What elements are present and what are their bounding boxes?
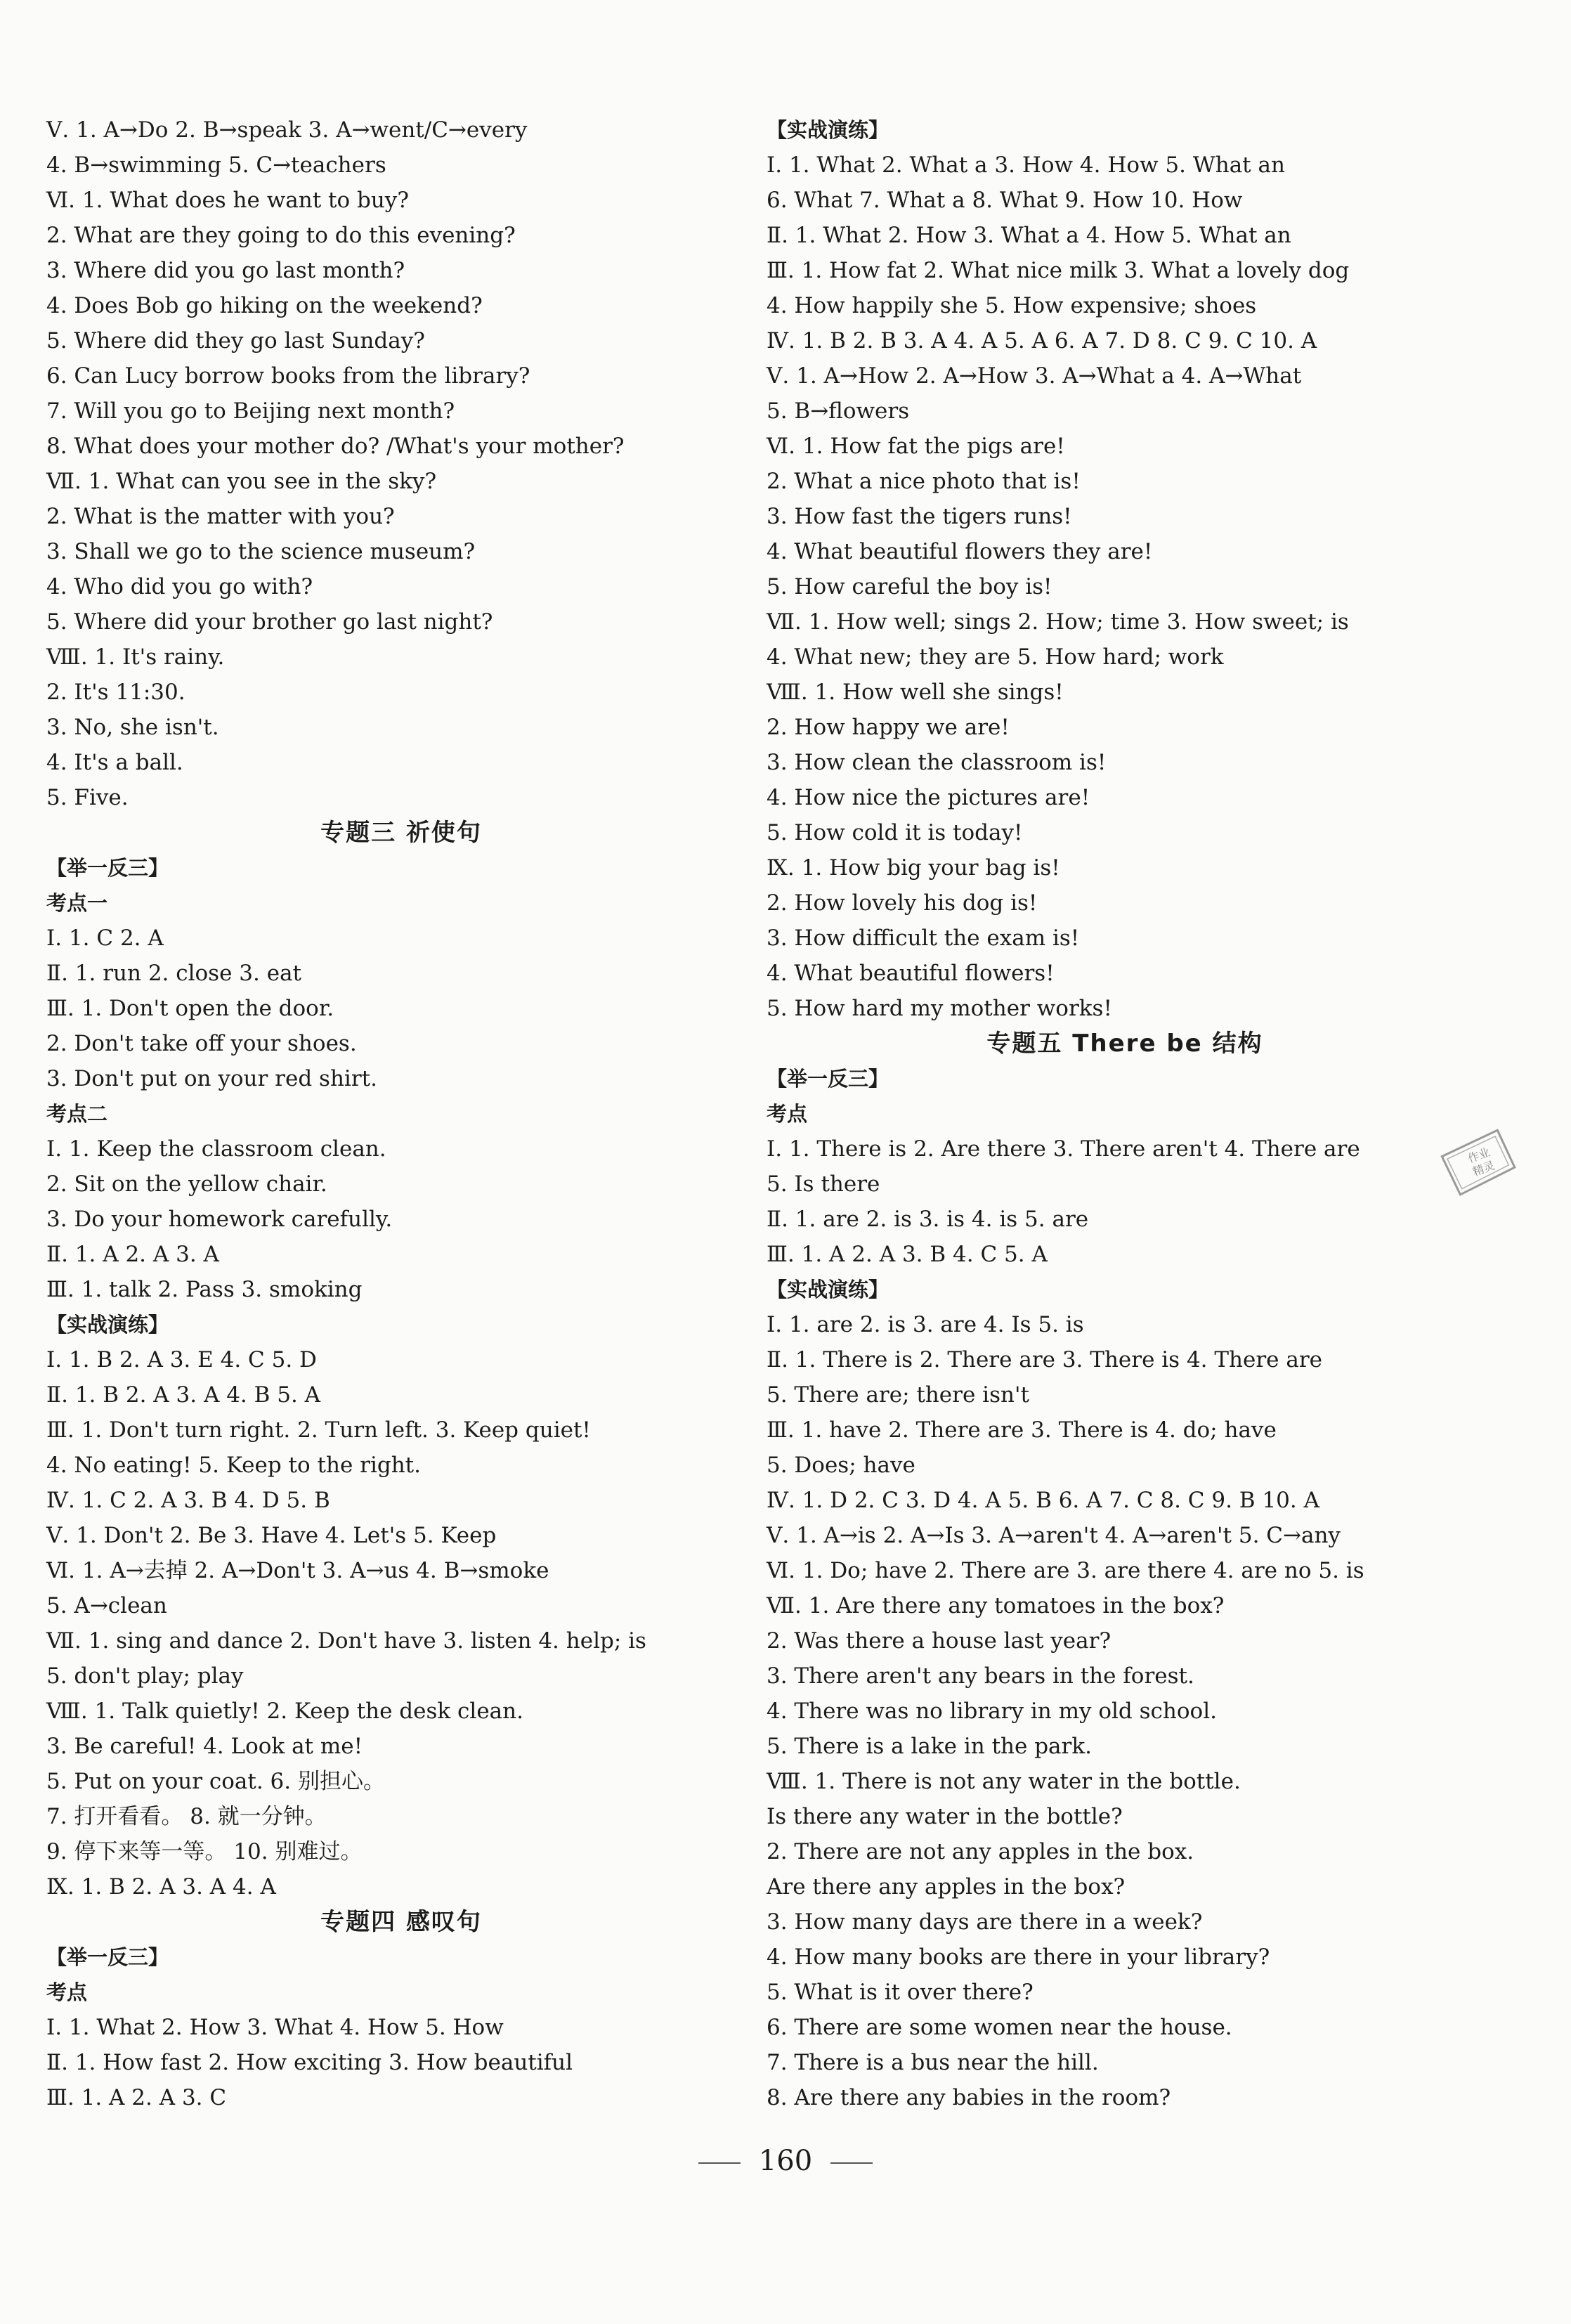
answer-line: Ⅷ. 1. Talk quietly! 2. Keep the desk clean. [46, 1699, 523, 1724]
answer-line: 3. Do your homework carefully. [46, 1207, 393, 1232]
answer-line: 4. It's a ball. [46, 750, 183, 775]
answer-line: 9. 停下来等一等。 10. 别难过。 [46, 1839, 363, 1864]
answer-line: Is there any water in the bottle? [767, 1804, 1123, 1829]
answer-line: Ⅰ. 1. are 2. is 3. are 4. Is 5. is [767, 1312, 1084, 1337]
answer-line: Ⅱ. 1. There is 2. There are 3. There is 4. There are [767, 1347, 1323, 1372]
answer-line: 5. A→clean [46, 1593, 167, 1618]
stamp-logo-icon [1433, 1123, 1525, 1200]
answer-line: Ⅲ. 1. A 2. A 3. C [46, 2085, 227, 2110]
answer-line: Ⅸ. 1. B 2. A 3. A 4. A [46, 1874, 276, 1900]
answer-line: Ⅷ. 1. There is not any water in the bottle. [767, 1769, 1241, 1794]
answer-line: Ⅲ. 1. have 2. There are 3. There is 4. do; have [767, 1417, 1277, 1443]
answer-line: Ⅵ. 1. What does he want to buy? [46, 188, 409, 213]
answer-line: Ⅴ. 1. A→is 2. A→Is 3. A→aren't 4. A→aren't 5. C→any [767, 1523, 1341, 1548]
answer-line: 3. How many days are there in a week? [767, 1909, 1203, 1935]
answer-line: 7. Will you go to Beijing next month? [46, 398, 455, 424]
answer-line: 3. Don't put on your red shirt. [46, 1066, 377, 1091]
answer-line: 2. It's 11:30. [46, 680, 185, 705]
answer-line: Are there any apples in the box? [767, 1874, 1126, 1900]
answer-line: 5. B→flowers [767, 398, 910, 424]
answer-line: 3. Where did you go last month? [46, 258, 405, 283]
answer-line: 3. How fast the tigers runs! [767, 504, 1072, 529]
subsection-label: 【举一反三】 [46, 856, 169, 880]
answer-line: Ⅶ. 1. Are there any tomatoes in the box? [767, 1593, 1225, 1618]
answer-line: 5. Put on your coat. 6. 别担心。 [46, 1769, 385, 1794]
section-heading: 专题五 There be 结构 [986, 1030, 1263, 1058]
answer-line: Ⅱ. 1. How fast 2. How exciting 3. How beautiful [46, 2050, 573, 2075]
answer-line: Ⅳ. 1. C 2. A 3. B 4. D 5. B [46, 1488, 330, 1513]
left-dash [698, 2162, 741, 2164]
answer-line: 5. How hard my mother works! [767, 996, 1112, 1021]
answer-line: 3. How clean the classroom is! [767, 750, 1107, 775]
answer-line: 4. B→swimming 5. C→teachers [46, 152, 386, 178]
page-number [0, 2145, 1571, 2177]
answer-line: Ⅷ. 1. It's rainy. [46, 644, 225, 670]
answer-line: 5. Does; have [767, 1453, 915, 1478]
answer-line: 5. There is a lake in the park. [767, 1734, 1092, 1759]
answer-line: 4. Does Bob go hiking on the weekend? [46, 293, 483, 318]
answer-line: 5. Is there [767, 1171, 880, 1197]
answer-line: 5. What is it over there? [767, 1980, 1034, 2005]
test-point-label: 考点 [46, 1980, 88, 2004]
answer-line: 4. What beautiful flowers! [767, 961, 1055, 986]
answer-line: Ⅰ. 1. What 2. How 3. What 4. How 5. How [46, 2015, 504, 2040]
right-answer-column [767, 112, 1483, 2115]
answer-line: Ⅶ. 1. What can you see in the sky? [46, 469, 437, 494]
answer-line: 5. There are; there isn't [767, 1382, 1029, 1408]
answer-line: 4. What beautiful flowers they are! [767, 539, 1153, 564]
answer-line: Ⅱ. 1. What 2. How 3. What a 4. How 5. What an [767, 223, 1291, 248]
answer-line: 6. Can Lucy borrow books from the library? [46, 363, 530, 389]
answer-line: Ⅴ. 1. A→Do 2. B→speak 3. A→went/C→every [46, 117, 528, 143]
answer-line: 2. What a nice photo that is! [767, 469, 1081, 494]
answer-line: Ⅰ. 1. C 2. A [46, 926, 164, 951]
answer-line: 8. Are there any babies in the room? [767, 2085, 1171, 2110]
subsection-label: 【举一反三】 [767, 1067, 889, 1091]
answer-line: 2. There are not any apples in the box. [767, 1839, 1194, 1864]
answer-line: 2. Was there a house last year? [767, 1628, 1112, 1654]
answer-line: 4. There was no library in my old school. [767, 1699, 1217, 1724]
answer-line: Ⅴ. 1. A→How 2. A→How 3. A→What a 4. A→What [767, 363, 1302, 389]
answer-line: 7. There is a bus near the hill. [767, 2050, 1099, 2075]
subsection-label: 【实战演练】 [46, 1313, 169, 1337]
subsection-label: 【实战演练】 [767, 118, 889, 142]
answer-line: 6. There are some women near the house. [767, 2015, 1232, 2040]
answer-line: Ⅰ. 1. There is 2. Are there 3. There aren't 4. There are [767, 1136, 1360, 1162]
test-point-label: 考点一 [46, 891, 108, 915]
svg-text:精灵: 精灵 [1471, 1158, 1497, 1179]
answer-line: Ⅷ. 1. How well she sings! [767, 680, 1064, 705]
answer-line: 4. How nice the pictures are! [767, 785, 1090, 810]
answer-line: 8. What does your mother do? /What's your mother? [46, 434, 625, 459]
answer-line: Ⅰ. 1. B 2. A 3. E 4. C 5. D [46, 1347, 317, 1372]
answer-line: Ⅸ. 1. How big your bag is! [767, 855, 1060, 881]
section-heading: 专题三 祈使句 [320, 819, 482, 847]
answer-line: 2. How lovely his dog is! [767, 890, 1038, 916]
answer-line: 4. How many books are there in your library? [767, 1945, 1270, 1970]
subsection-label: 【实战演练】 [767, 1278, 889, 1301]
answer-line: Ⅰ. 1. What 2. What a 3. How 4. How 5. What an [767, 152, 1285, 178]
answer-line: 3. How difficult the exam is! [767, 926, 1080, 951]
answer-line: 6. What 7. What a 8. What 9. How 10. How [767, 188, 1243, 213]
answer-line: Ⅲ. 1. How fat 2. What nice milk 3. What a lovely dog [767, 258, 1350, 283]
answer-line: 2. How happy we are! [767, 715, 1010, 740]
answer-line: 7. 打开看看。 8. 就一分钟。 [46, 1804, 327, 1829]
answer-line: 4. No eating! 5. Keep to the right. [46, 1453, 421, 1478]
answer-line: 3. Be careful! 4. Look at me! [46, 1734, 363, 1759]
answer-line: Ⅶ. 1. How well; sings 2. How; time 3. How sweet; is [767, 609, 1349, 635]
answer-line: Ⅲ. 1. Don't turn right. 2. Turn left. 3. Keep quiet! [46, 1417, 591, 1443]
answer-line: 3. There aren't any bears in the forest. [767, 1663, 1194, 1689]
answer-line: 5. How careful the boy is! [767, 574, 1052, 599]
subsection-label: 【举一反三】 [46, 1945, 169, 1969]
answer-line: Ⅶ. 1. sing and dance 2. Don't have 3. listen 4. help; is [46, 1628, 646, 1654]
answer-line: 2. Don't take off your shoes. [46, 1031, 357, 1056]
answer-line: 3. No, she isn't. [46, 715, 219, 740]
page-number-text: 160 [758, 2145, 813, 2177]
answer-line: Ⅱ. 1. A 2. A 3. A [46, 1242, 219, 1267]
answer-line: 2. Sit on the yellow chair. [46, 1171, 327, 1197]
answer-line: Ⅳ. 1. B 2. B 3. A 4. A 5. A 6. A 7. D 8. C 9. C 10. A [767, 328, 1317, 353]
answer-line: Ⅲ. 1. A 2. A 3. B 4. C 5. A [767, 1242, 1048, 1267]
svg-text:作业: 作业 [1466, 1145, 1492, 1166]
answer-line: 4. Who did you go with? [46, 574, 313, 599]
answer-line: Ⅴ. 1. Don't 2. Be 3. Have 4. Let's 5. Keep [46, 1523, 497, 1548]
answer-line: 5. Where did they go last Sunday? [46, 328, 425, 353]
answer-line: 2. What are they going to do this evening? [46, 223, 516, 248]
right-dash [830, 2162, 873, 2164]
test-point-label: 考点 [767, 1102, 808, 1126]
answer-line: Ⅳ. 1. D 2. C 3. D 4. A 5. B 6. A 7. C 8. C 9. B 10. A [767, 1488, 1319, 1513]
answer-line: 5. Where did your brother go last night? [46, 609, 493, 635]
answer-line: Ⅵ. 1. How fat the pigs are! [767, 434, 1065, 459]
answer-line: 5. How cold it is today! [767, 820, 1023, 845]
answer-line: 4. How happily she 5. How expensive; shoes [767, 293, 1257, 318]
answer-line: Ⅵ. 1. Do; have 2. There are 3. are there 4. are no 5. is [767, 1558, 1364, 1583]
answer-line: 5. Five. [46, 785, 129, 810]
answer-line: Ⅰ. 1. Keep the classroom clean. [46, 1136, 386, 1162]
test-point-label: 考点二 [46, 1102, 108, 1126]
answer-line: Ⅲ. 1. Don't open the door. [46, 996, 334, 1021]
answer-line: 2. What is the matter with you? [46, 504, 395, 529]
answer-line: 4. What new; they are 5. How hard; work [767, 644, 1224, 670]
answer-line: Ⅱ. 1. B 2. A 3. A 4. B 5. A [46, 1382, 321, 1408]
answer-line: Ⅱ. 1. run 2. close 3. eat [46, 961, 302, 986]
left-answer-column [46, 112, 756, 2115]
answer-line: Ⅱ. 1. are 2. is 3. is 4. is 5. are [767, 1207, 1089, 1232]
section-heading: 专题四 感叹句 [320, 1908, 482, 1936]
answer-line: 3. Shall we go to the science museum? [46, 539, 476, 564]
answer-line: Ⅲ. 1. talk 2. Pass 3. smoking [46, 1277, 363, 1302]
answer-line: Ⅵ. 1. A→去掉 2. A→Don't 3. A→us 4. B→smoke [46, 1558, 549, 1583]
answer-line: 5. don't play; play [46, 1663, 244, 1689]
